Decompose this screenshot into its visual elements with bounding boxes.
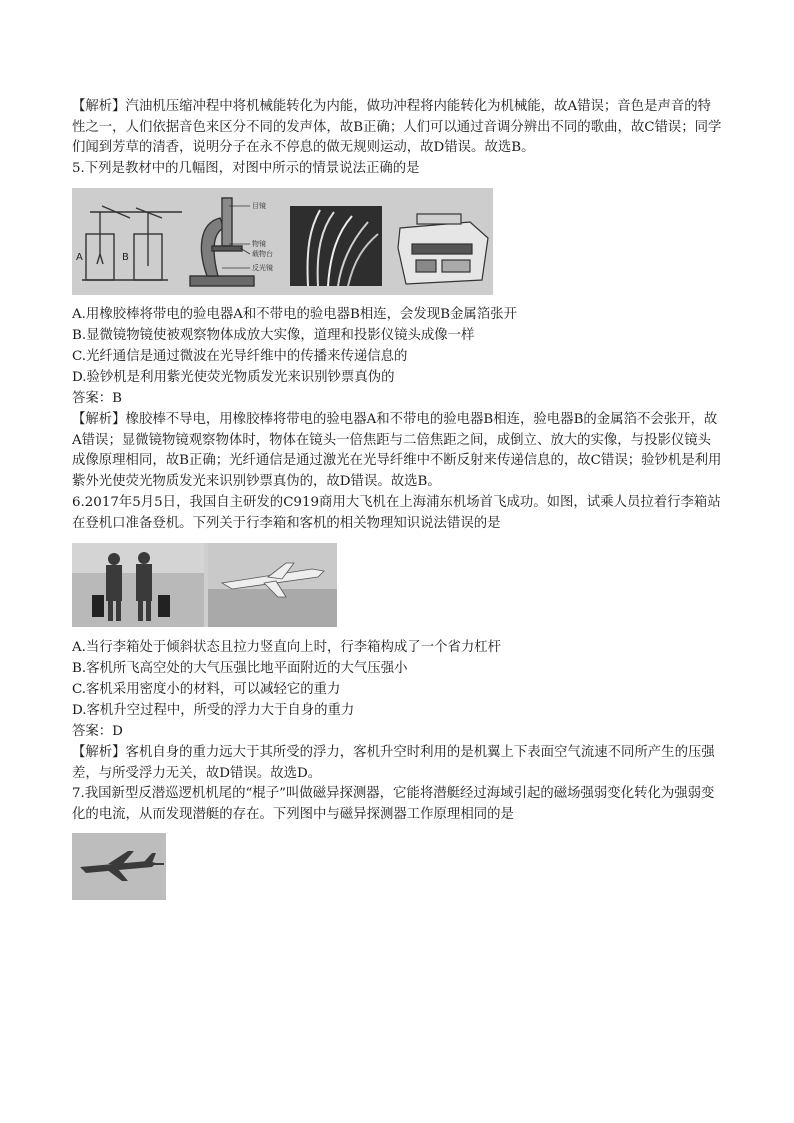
label-objective: 物镜 <box>252 240 266 248</box>
q6-figure-drawing <box>72 543 337 627</box>
q5-answer: 答案：B <box>72 391 123 406</box>
q6-analysis: 【解析】客机自身的重力远大于其所受的浮力，客机升空时利用的是机翼上下表面空气流速不同所产生的压强差，与所受浮力无关，故D错误。故选D。 <box>72 745 715 781</box>
label-a: A <box>76 252 83 263</box>
optical-fiber-image <box>290 206 382 286</box>
label-eyepiece: 目镜 <box>252 202 266 210</box>
q6-answer: 答案：D <box>72 724 123 739</box>
label-b: B <box>122 252 129 263</box>
q7-figure <box>72 833 166 900</box>
label-stage: 载物台 <box>252 250 273 258</box>
q7-stem: 7.我国新型反潜巡逻机机尾的“棍子”叫做磁异探测器，它能将潜艇经过海域引起的磁场强弱变化转化为强弱变化的电流，从而发现潜艇的存在。下列图中与磁异探测器工作原理相同的是 <box>72 786 715 822</box>
q5-stem: 5.下列是教材中的几幅图，对图中所示的情景说法正确的是 <box>72 161 420 176</box>
label-mirror: 反光镜 <box>252 264 273 272</box>
q5-analysis: 【解析】橡胶棒不导电，用橡胶棒将带电的验电器A和不带电的验电器B相连，验电器B的金属箔不会张开，故A错误；显微镜物镜观察物体时，物体在镜头一倍焦距与二倍焦距之间，成倒立、放大的实像，与投影仪镜头成像原理相同，故B正确；光纤通信是通过激光在光导纤维中不断反射来传递信息的，故C错误；验钞机是利用紫外光使荧光物质发光来识别钞票真伪的，故D错误。故选B。 <box>72 412 722 489</box>
q6-option-c: C.客机采用密度小的材料，可以减轻它的重力 <box>72 682 341 697</box>
q5-figure-drawing <box>72 188 493 295</box>
q5-option-c: C.光纤通信是通过微波在光导纤维中的传播来传递信息的 <box>72 349 408 364</box>
q6-option-b: B.客机所飞高空处的大气压强比地平面附近的大气压强小 <box>72 661 408 676</box>
q5-option-b: B.显微镜物镜使被观察物体成放大实像，道理和投影仪镜头成像一样 <box>72 328 475 343</box>
q5-option-d: D.验钞机是利用紫光使荧光物质发光来识别钞票真伪的 <box>72 370 395 385</box>
q6-stem: 6.2017年5月5日，我国自主研发的C919商用大飞机在上海浦东机场首飞成功。如图，试乘人员拉着行李箱站在登机口准备登机。下列关于行李箱和客机的相关物理知识说法错误的是 <box>72 495 721 531</box>
q5-figure <box>72 188 493 295</box>
q6-figure <box>72 543 337 627</box>
patrol-aircraft-photo <box>72 833 166 900</box>
q5-option-a: A.用橡胶棒将带电的验电器A和不带电的验电器B相连，会发现B金属箔张开 <box>72 307 517 322</box>
q4-analysis: 【解析】汽油机压缩冲程中将机械能转化为内能，做功冲程将内能转化为机械能，故A错误；音色是声音的特性之一，人们依据音色来区分不同的发声体，故B正确；人们可以通过音调分辨出不同的歌曲，故C错误；同学们闻到芳草的清香，说明分子在永不停息的做无规则运动，故D错误。故选B。 <box>72 99 722 156</box>
q6-option-a: A.当行李箱处于倾斜状态且拉力竖直向上时，行李箱构成了一个省力杠杆 <box>72 640 502 655</box>
q6-option-d: D.客机升空过程中，所受的浮力大于自身的重力 <box>72 703 355 718</box>
